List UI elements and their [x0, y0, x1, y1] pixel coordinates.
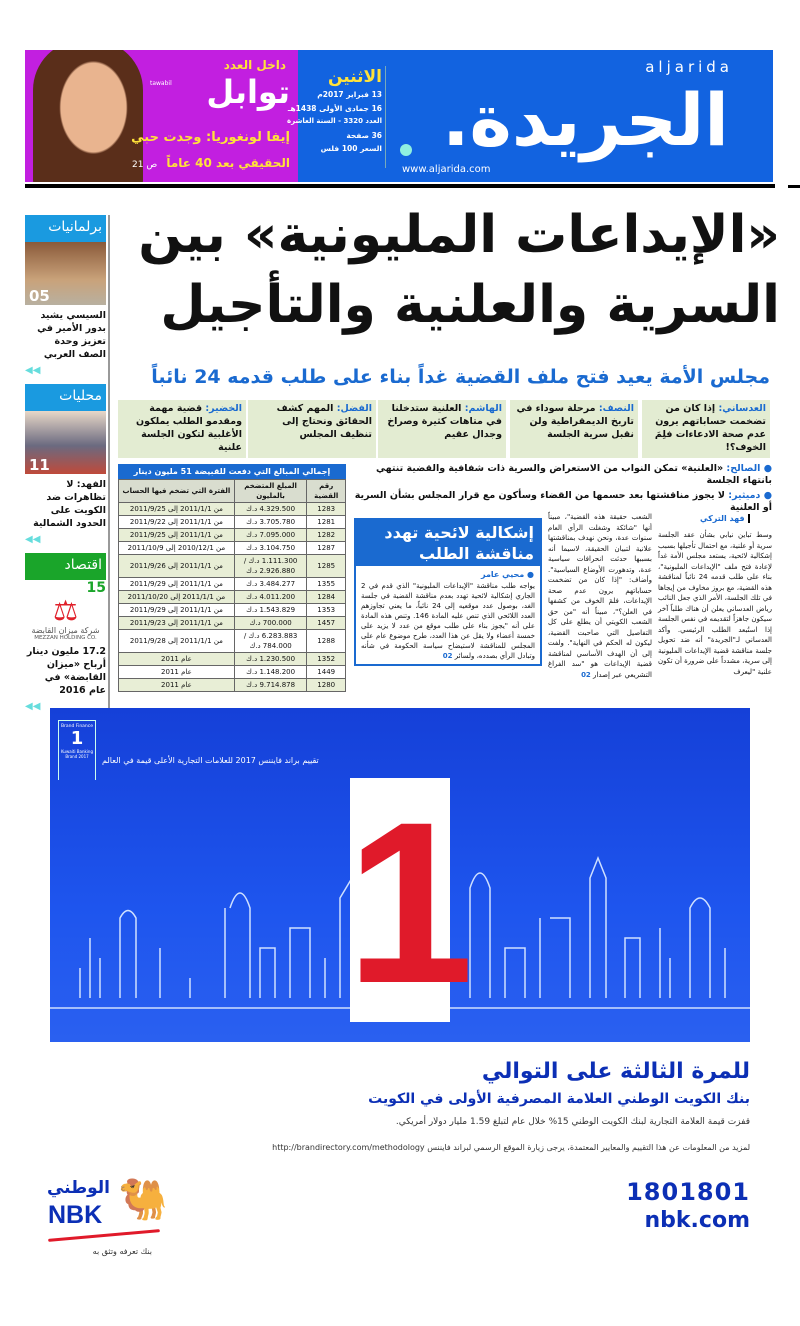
table-row: [119, 591, 346, 604]
logo-swoosh: [48, 1229, 160, 1242]
table-cell: 1283: [307, 503, 346, 516]
table-row: [119, 555, 346, 578]
table-cell: 1352: [307, 653, 346, 666]
table-cell: من 2011/1/1 إلى 2011/9/25: [119, 503, 235, 516]
table-cell: من 2011/1/1 إلى 2011/9/26: [119, 555, 235, 578]
table-cell: من 2011/1/1 إلى 2011/9/29: [119, 604, 235, 617]
ad-tagline: تقييم براند فايننس 2017 للعلامات التجارية الأعلى قيمة في العالم: [102, 756, 319, 765]
table-cell: 1457: [307, 617, 346, 630]
table-cell: 1.230.500 د.ك: [234, 653, 307, 666]
ad-subtitle: بنك الكويت الوطني العلامة المصرفية الأولى في الكويت: [368, 1091, 750, 1107]
box-title: إشكالية لائحية تهدد مناقشة الطلب: [356, 520, 540, 566]
table-row: [119, 503, 346, 516]
table-cell: عام 2011: [119, 679, 235, 692]
column-header: الفترة التي تضخم فيها الحساب: [119, 480, 235, 503]
company-logo-ar: شركة ميزان القابضة: [31, 626, 100, 635]
table-row: [119, 679, 346, 692]
sub-headline: مجلس الأمة يعيد فتح ملف القضية غداً بناء على طلب قدمه 24 نائباً: [151, 366, 770, 388]
promo-page: ص 21: [132, 160, 158, 170]
nbk-advertisement[interactable]: [50, 708, 750, 1042]
box-author: ● محيي عامر: [480, 570, 534, 579]
table-cell: من 2011/1/1 إلى 2011/9/29: [119, 578, 235, 591]
column-header: رقم القضية: [307, 480, 346, 503]
table-cell: 1449: [307, 666, 346, 679]
nbk-logo: [48, 1178, 168, 1270]
logo-latin: aljarida: [645, 58, 733, 76]
newspaper-logo: الجريدة.: [442, 78, 729, 162]
table-cell: 700.000 د.ك: [234, 617, 307, 630]
brand-finance-badge: [58, 720, 96, 780]
article-column: الشعب حقيقة هذه القضية"، مبيناً أنها "شائكة وشغلت الرأي العام سنوات عدة، ونحن نهدف بمناقشتها علانية لتبيان الحقيقة، لاسيما أنه بسببها حدثت انحرافات سياسية عدة، وتدهورت الأوضاع السياسية". وأضاف: "إذا كان من تضخمت حساباتهم يرون عدم صحة الإيداعات، فلمَ الخوف من كشفها في العلن؟"، مبيناً أنه "من حق الشعب الكويتي أن يطلع على كل التفاصيل التي صاحبت القضية، ليكون له الحكم في النهاية". ولفت إلى أن الهدف الأساسي لمناقشة قضية الإيداعات هو "سد الفراغ التشريعي عبر إصدار 02: [548, 513, 652, 679]
quote-text: إذا كان من تضخمت حساباتهم يرون عدم صحة الادعاءات فلِمَ الخوف؟!: [654, 403, 766, 453]
teaser-text: السيسي يشيد بدور الأمير في تعزيز وحدة الصف العربي: [37, 310, 106, 360]
table-cell: من 2010/12/1 إلى 2011/10/9: [119, 542, 235, 555]
logo-en: NBK: [48, 1201, 103, 1229]
table-cell: 1285: [307, 555, 346, 578]
quote-text: المهم كشف الحقائق ونحتاج إلى تنظيف المجلس: [276, 403, 372, 440]
company-logo-en: MEZZAN HOLDING CO.: [34, 635, 97, 641]
bullet-item: ● دميثير: لا يجوز مناقشتها بعد حسمها من القضاء وسأكون مع قرار المجلس بشأن السرية أو العلنية: [354, 490, 772, 513]
table-row: [119, 542, 346, 555]
table-cell: 1280: [307, 679, 346, 692]
ad-body-1: قفزت قيمة العلامة التجارية لبنك الكويت الوطني 15% خلال عام لتبلغ 1.59 مليار دولار أمريكي.: [395, 1117, 750, 1127]
table-cell: 1.543.829 د.ك: [234, 604, 307, 617]
table-cell: 1353: [307, 604, 346, 617]
table-cell: 1.148.200 د.ك: [234, 666, 307, 679]
table-cell: 4.011.200 د.ك: [234, 591, 307, 604]
main-headline[interactable]: [120, 200, 780, 340]
table-cell: 1284: [307, 591, 346, 604]
table-row: [119, 529, 346, 542]
quote-box: [118, 400, 246, 458]
continued-page[interactable]: 02: [581, 670, 591, 679]
quote-box: [378, 400, 506, 458]
promo-headline-row: [132, 152, 290, 171]
quote-text: مرحلة سوداء في تاريخ الديمقراطية ولن نقبل سرية الجلسة: [516, 403, 634, 440]
headline-line-2: السرية والعلنية والتأجيل: [160, 275, 780, 335]
teaser-text: الفهد: لا تظاهرات ضد الكويت على الحدود الشمالية: [33, 479, 106, 529]
article-column: وسط تباين نيابي بشأن عقد الجلسة سرية أو علنية، مع احتمال تأجيلها بسبب إشكالية لائحية، يستعد مجلس الأمة غداً لإعادة فتح ملف "الإيداعات المليونية"، بناء على طلب قدمه 24 نائباً لمناقشة هذه القضية، مع بروز مخاوف من إيجاها في تلك الجلسة، الأمر الذي جعل النائب رياض العدساني يعلن أن هناك طلباً آخر سيكون جاهزاً لتقديمه في نفس الجلسة إذا استُبعد الطلب الرئيسي. وأكد العدساني لـ"الجريدة" أنه ضد تحويل جلسة مناقشة قضية الإيداعات المليونية إلى سرية، مشدداً على ضرورة أن تكون علنية "ليعرف: [658, 531, 772, 676]
table-cell: من 2011/1/1 إلى 2011/10/20: [119, 591, 235, 604]
table-row: [119, 666, 346, 679]
teaser-text: 17.2 مليون دينار أرباح «ميزان القابضة» في عام 2016: [26, 646, 106, 696]
promo-box[interactable]: [25, 50, 298, 182]
table-cell: 1.111.300 د.ك / 2.926.880 د.ك: [234, 555, 307, 578]
page-number: 15: [86, 580, 106, 596]
promo-brand: توابل: [206, 73, 290, 111]
table-row: [119, 630, 346, 653]
table-cell: 4.329.500 د.ك: [234, 503, 307, 516]
section-label: برلمانيات: [25, 215, 106, 242]
ad-title: للمرة الثالثة على التوالي: [481, 1059, 750, 1084]
table-cell: عام 2011: [119, 666, 235, 679]
column-header: المبلغ المتضخم بالمليون: [234, 480, 307, 503]
table-cell: 9.714.878 د.ك: [234, 679, 307, 692]
ad-website[interactable]: nbk.com: [644, 1208, 750, 1233]
table-row: [119, 653, 346, 666]
author-byline: فهد التركي: [700, 514, 750, 523]
page-marker: [788, 185, 800, 188]
promo-headline-2: الحقيقي بعد 40 عاماً: [166, 156, 290, 170]
more-arrow-icon: ◀◀: [25, 365, 41, 376]
ad-phone: 1801801: [626, 1178, 750, 1206]
table-cell: من 2011/1/1 إلى 2011/9/28: [119, 630, 235, 653]
badge-text: Kuwaiti Banking Brand 2017: [61, 749, 93, 759]
celebrity-photo: [33, 50, 143, 182]
table-cell: 1287: [307, 542, 346, 555]
logo-slogan: بنك تعرفه وتثق به: [92, 1247, 152, 1256]
badge-rank: 1: [70, 728, 84, 749]
table-cell: 7.095.000 د.ك: [234, 529, 307, 542]
section-label: اقتصاد: [25, 553, 106, 580]
table-row: [119, 617, 346, 630]
issue-date-gregorian: 13 فبراير 2017م: [317, 90, 382, 99]
camel-icon: 🐫: [118, 1177, 168, 1223]
logo-dot: [400, 144, 412, 156]
table-title: إجمالي المبالغ التي دفعت للقبيضة 51 مليون دينار: [118, 464, 346, 479]
table-cell: من 2011/1/1 إلى 2011/9/25: [119, 529, 235, 542]
issue-number: العدد 3320 - السنة العاشرة: [287, 117, 382, 125]
table-cell: 6.283.883 د.ك / 784.000 د.ك: [234, 630, 307, 653]
more-arrow-icon: ◀◀: [25, 701, 41, 712]
sidebar: [25, 215, 110, 720]
quote-speaker: العدساني:: [718, 403, 766, 414]
website-link[interactable]: www.aljarida.com: [402, 164, 491, 175]
quote-box: [510, 400, 638, 458]
table-cell: 1281: [307, 516, 346, 529]
sidebar-item-parliament[interactable]: [25, 215, 106, 376]
sidebar-story-box[interactable]: [354, 518, 542, 666]
bullet-list: [354, 463, 772, 514]
table-row: [119, 516, 346, 529]
table-cell: 1282: [307, 529, 346, 542]
page-number: 11: [29, 456, 50, 474]
quote-speaker: النصف:: [598, 403, 634, 414]
table-cell: 3.104.750 د.ك: [234, 542, 307, 555]
continued-page[interactable]: 02: [442, 652, 453, 660]
issue-pages: 36 صفحة: [346, 130, 382, 140]
quote-box: [642, 400, 770, 458]
table-row: [119, 578, 346, 591]
scales-logo-icon: ⚖: [52, 594, 79, 627]
quote-speaker: الفضل:: [336, 403, 372, 414]
table-cell: 1288: [307, 630, 346, 653]
payments-table: [118, 464, 346, 692]
promo-headline-1: إيفا لونغوريا: وجدت حبي: [131, 130, 290, 145]
table-cell: من 2011/1/1 إلى 2011/9/22: [119, 516, 235, 529]
promo-brand-latin: tawabil: [150, 80, 172, 87]
table-row: [119, 604, 346, 617]
quote-speaker: الخضير:: [205, 403, 242, 414]
promo-label: داخل العدد: [223, 58, 286, 72]
quote-text: قضية مهمة ومقدمو الطلب يملكون الأغلبية لتكون الجلسة علنية: [136, 403, 242, 453]
issue-date-hijri: 16 جمادى الأولى 1438هـ: [287, 103, 382, 113]
photo-thumbnail: [25, 411, 106, 474]
quote-box: [248, 400, 376, 458]
headline-line-1: «الإيداعات المليونية» بين: [138, 205, 780, 265]
box-text: يواجه طلب مناقشة "الإيداعات المليونية" الذي قدم في 2 الجاري إشكالية لائحية تهدد بعدم مناقشة القضية في جلسة الغد، بوصول عدد موقعيه إلى 24 نائباً، ما يعني تجاوزهم العدد اللائحي الذي تنص عليه المادة 146. وتنص هذه المادة على أنه "يجوز بناء على طلب موقع من عدد لا يزيد على خمسة أعضاء ولا يقل عن هذا العدد، طرح موضوع عام على المجلس للمناقشة لاستيضاح سياسة الحكومة في شأنه وتبادل الرأي بصدده، ولسائر 02: [361, 582, 536, 660]
table-cell: عام 2011: [119, 653, 235, 666]
table-cell: من 2011/1/1 إلى 2011/9/23: [119, 617, 235, 630]
bullet-item: ● الصالح: «العلنية» تمكن النواب من الاستعراض والسرية ذات شفافية والقضية تنتهي بانتهاء الجلسة: [376, 463, 772, 486]
quote-text: العلنية ستدخلنا في متاهات كثيرة وصراخ وجدال عقيم: [387, 403, 502, 440]
table-cell: 3.484.277 د.ك: [234, 578, 307, 591]
header-rule: [25, 184, 775, 188]
table-cell: 1355: [307, 578, 346, 591]
photo-thumbnail: [25, 242, 106, 305]
sidebar-item-local[interactable]: [25, 384, 106, 545]
badge-brand: Brand Finance: [60, 724, 94, 729]
big-number-one: 1: [346, 774, 474, 1031]
issue-price: السعر 100 فلس: [320, 144, 382, 153]
issue-day: الاثنين: [327, 67, 382, 87]
more-arrow-icon: ◀◀: [25, 534, 41, 545]
ad-body-2[interactable]: لمزيد من المعلومات عن هذا التقييم والمعايير المعتمدة، يرجى زيارة الموقع الرسمي لبراند فايننس http://brandirectory.com/methodology: [272, 1143, 750, 1152]
sidebar-item-economy[interactable]: [25, 553, 106, 712]
page-number: 05: [29, 287, 50, 305]
quote-speaker: الهاشم:: [464, 403, 502, 414]
logo-ar: الوطني: [46, 1178, 110, 1198]
table-cell: 3.705.780 د.ك: [234, 516, 307, 529]
masthead: [287, 50, 773, 182]
section-label: محليات: [25, 384, 106, 411]
